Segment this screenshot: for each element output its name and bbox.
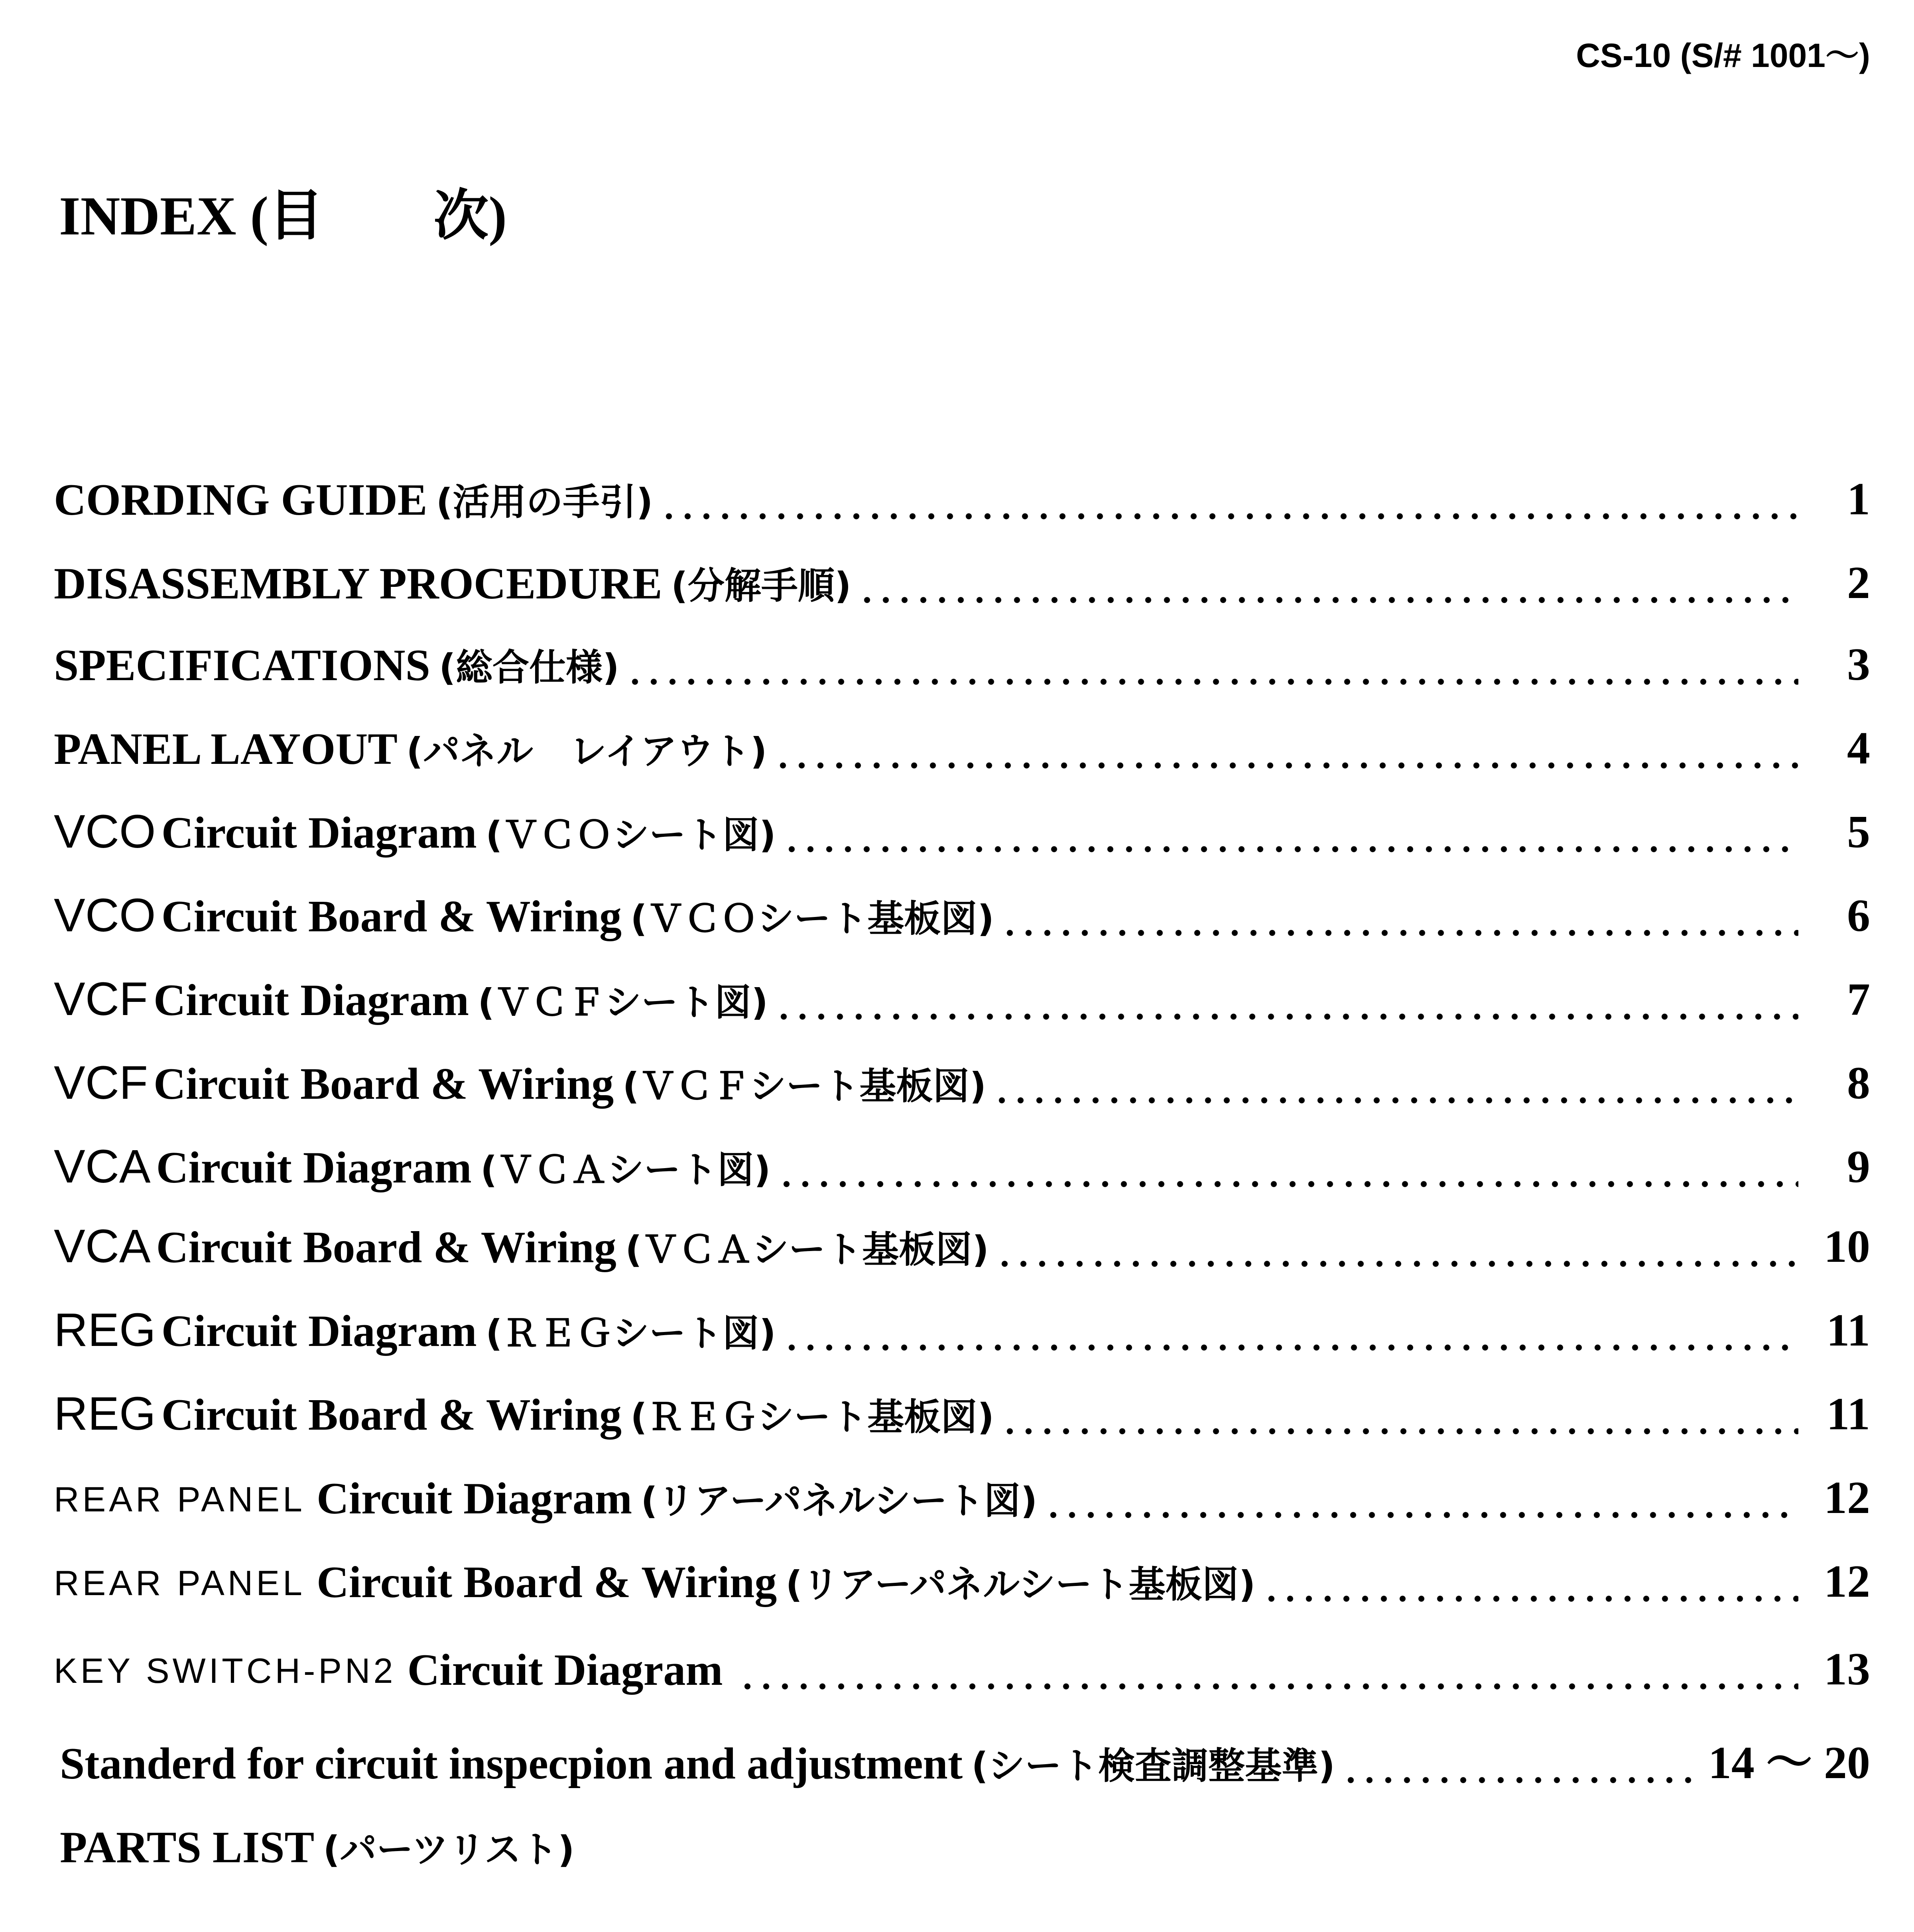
toc-entry <box>60 1722 1870 1786</box>
toc-entry <box>54 542 1870 606</box>
entry-title: Circuit Board & Wiring <box>156 1223 616 1272</box>
dot-leader <box>1000 1393 1798 1437</box>
entry-japanese: (ＶＣＡシート図) <box>480 1149 771 1191</box>
toc-entry <box>54 1373 1870 1440</box>
toc-entry <box>54 1629 1870 1695</box>
entry-prefix: REAR PANEL <box>54 1479 305 1519</box>
entry-japanese: (活用の手引) <box>436 481 653 523</box>
entry-title: Circuit Board & Wiring <box>317 1558 777 1607</box>
dot-leader <box>1262 1560 1798 1605</box>
page-title: INDEX (目 次) <box>59 185 507 246</box>
entry-japanese: (ＶＣＡシート基板図) <box>625 1228 989 1271</box>
entry-title: CORDING GUIDE <box>54 475 427 525</box>
entry-prefix: VCF <box>54 973 148 1025</box>
page-number: 6 <box>1847 890 1870 941</box>
entry-title: Circuit Diagram <box>156 1143 472 1192</box>
entry-title: Circuit Diagram <box>317 1474 632 1523</box>
toc-entry <box>54 1043 1870 1109</box>
dot-leader <box>774 727 1798 771</box>
entry-japanese: (ＲＥＧシート基板図) <box>630 1396 994 1438</box>
toc-entry <box>54 708 1870 774</box>
entry-title: Circuit Diagram <box>407 1645 723 1695</box>
dot-leader <box>782 811 1798 855</box>
entry-japanese: (パネル レイアウト) <box>406 730 767 773</box>
dot-leader <box>1044 1476 1798 1521</box>
entry-prefix: VCO <box>54 889 156 942</box>
entry-japanese: (リアーパネルシート基板図) <box>786 1563 1256 1606</box>
entry-title: DISASSEMBLY PROCEDURE <box>54 559 662 608</box>
entry-japanese: (シート検査調整基準) <box>971 1745 1335 1787</box>
entry-prefix: VCA <box>54 1220 151 1273</box>
entry-prefix: VCF <box>54 1057 148 1109</box>
toc-entry <box>54 1541 1870 1605</box>
entry-title: PARTS LIST <box>60 1823 315 1872</box>
entry-title: SPECIFICATIONS <box>54 641 430 690</box>
entry-title: Circuit Diagram <box>161 1306 477 1356</box>
entry-title: Circuit Board & Wiring <box>154 1059 614 1109</box>
page-number: 3 <box>1847 639 1870 690</box>
entry-title: Circuit Diagram <box>161 808 477 858</box>
entry-japanese: (ＶＣＦシート基板図) <box>622 1065 987 1108</box>
entry-prefix: REG <box>54 1304 156 1356</box>
toc-entry <box>54 791 1870 858</box>
toc-entry <box>54 458 1870 525</box>
page-number: 9 <box>1847 1141 1870 1192</box>
toc-entry <box>54 1457 1870 1521</box>
page-number: 11 <box>1826 1389 1870 1440</box>
entry-prefix: KEY SWITCH-PN2 <box>54 1651 396 1690</box>
entry-japanese: (ＶＣＦシート図) <box>478 981 768 1024</box>
dot-leader <box>626 643 1798 688</box>
dot-leader <box>774 978 1798 1023</box>
dot-leader <box>738 1648 1798 1692</box>
entry-japanese: (パーツリスト) <box>323 1828 575 1871</box>
page-number: 12 <box>1824 1472 1870 1523</box>
toc-entry <box>54 624 1870 688</box>
page-number: 4 <box>1847 723 1870 774</box>
page-number: 11 <box>1826 1305 1870 1356</box>
toc-entry <box>54 1290 1870 1354</box>
page-number: 14 ～ 20 <box>1708 1737 1870 1788</box>
toc-entry <box>54 959 1870 1023</box>
page-number: 7 <box>1847 974 1870 1025</box>
toc-entry <box>54 1206 1870 1273</box>
entry-prefix: REG <box>54 1387 156 1440</box>
page-number: 10 <box>1824 1221 1870 1272</box>
entry-title: Circuit Board & Wiring <box>161 892 622 941</box>
page-number: 1 <box>1847 474 1870 525</box>
page-number: 13 <box>1824 1644 1870 1695</box>
entry-title: Circuit Board & Wiring <box>161 1390 622 1440</box>
entry-prefix: VCO <box>54 805 156 858</box>
entry-japanese: (総合仕様) <box>439 646 620 689</box>
entry-japanese: (分解手順) <box>671 565 851 607</box>
entry-japanese: (ＲＥＧシート図) <box>485 1312 776 1355</box>
toc-entry <box>54 875 1870 942</box>
entry-title: Circuit Diagram <box>154 976 469 1025</box>
entry-japanese: (リアーパネルシート図) <box>641 1479 1038 1522</box>
entry-japanese: (ＶＣＯシート基板図) <box>630 897 994 940</box>
dot-leader <box>1000 894 1798 939</box>
toc-entry <box>60 1806 1870 1870</box>
entry-prefix: REAR PANEL <box>54 1563 305 1603</box>
dot-leader <box>995 1225 1798 1270</box>
dot-leader <box>660 478 1798 522</box>
model-number: CS-10 (S/# 1001～) <box>1576 37 1870 74</box>
page-number: 8 <box>1847 1058 1870 1109</box>
dot-leader <box>992 1062 1798 1106</box>
entry-title: Standerd for circuit inspecpion and adjustment <box>60 1739 963 1788</box>
entry-japanese: (ＶＣＯシート図) <box>485 814 776 856</box>
entry-title: PANEL LAYOUT <box>54 724 398 774</box>
dot-leader <box>777 1145 1798 1190</box>
dot-leader <box>1341 1741 1696 1786</box>
page-number: 12 <box>1824 1556 1870 1607</box>
entry-prefix: VCA <box>54 1140 151 1193</box>
page-number: 5 <box>1847 807 1870 858</box>
dot-leader <box>782 1309 1798 1354</box>
toc-entry <box>54 1126 1870 1193</box>
page-number: 2 <box>1847 557 1870 608</box>
dot-leader <box>858 561 1798 606</box>
